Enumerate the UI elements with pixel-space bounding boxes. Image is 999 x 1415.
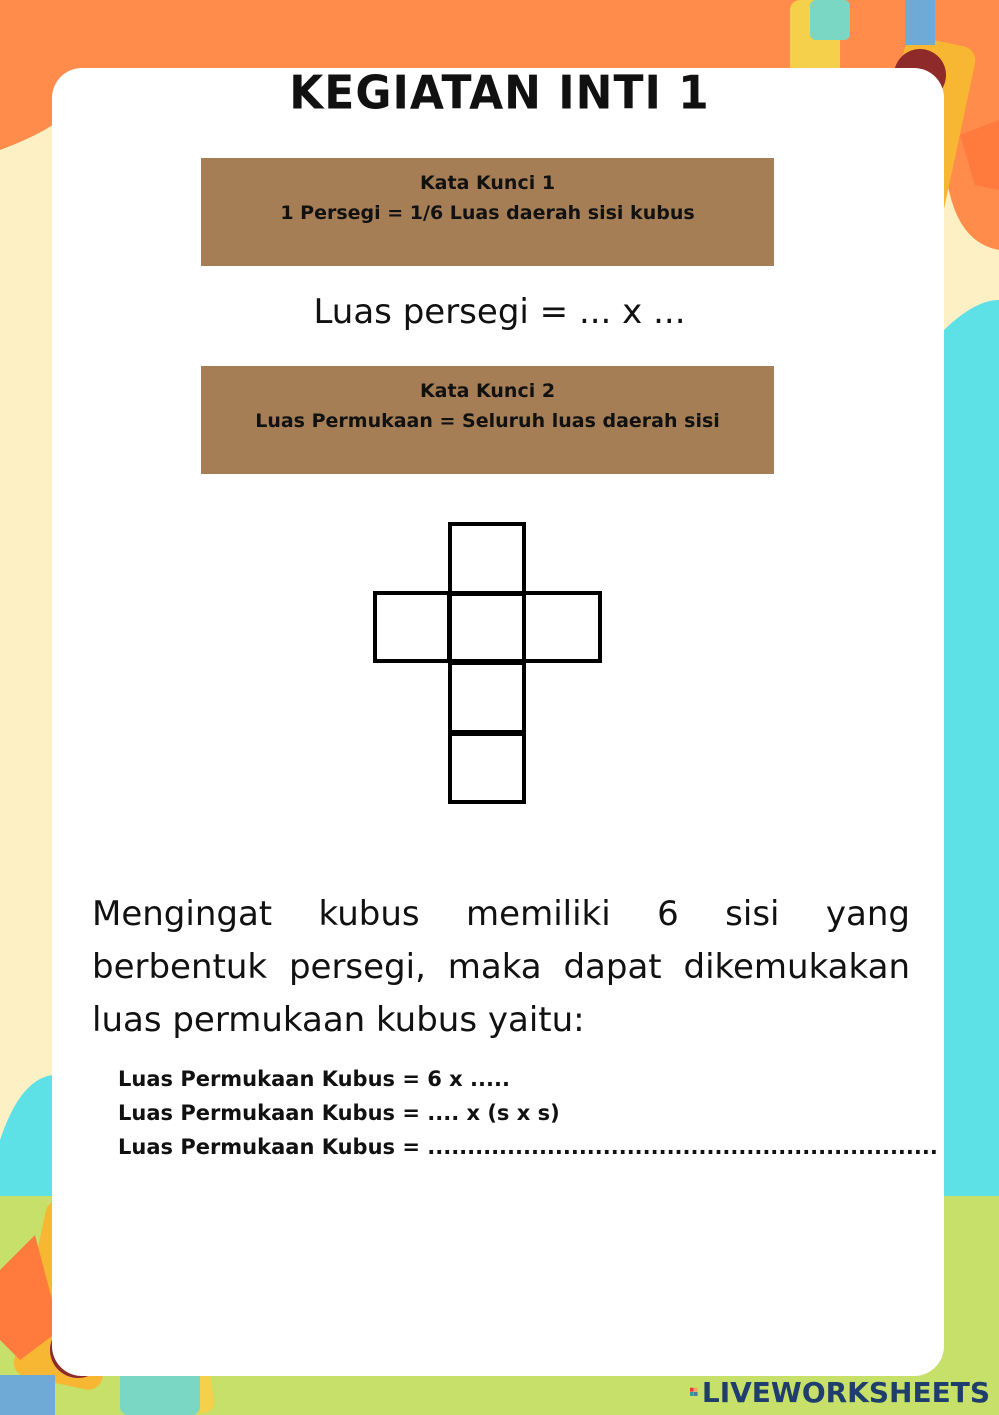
surface-area-formulas xyxy=(118,1062,938,1164)
net-face-lower xyxy=(450,663,524,732)
explanation-paragraph: Mengingat kubus memiliki 6 sisi yang berbentuk persegi, maka dapat dikemukakan luas permukaan kubus yaitu: xyxy=(92,894,910,1040)
liveworksheets-logo-icon xyxy=(690,1379,698,1405)
surface-formula-3: Luas Permukaan Kubus = ................................................................ xyxy=(118,1135,938,1159)
brand-text: LIVEWORKSHEETS xyxy=(701,1375,990,1409)
net-face-center xyxy=(450,593,524,661)
surface-formula-2: Luas Permukaan Kubus = .... x (s x s) xyxy=(118,1101,560,1125)
net-face-top xyxy=(450,524,524,594)
keyword-2-heading: Kata Kunci 2 xyxy=(419,380,556,402)
keyword-1-text: 1 Persegi = 1/6 Luas daerah sisi kubus xyxy=(280,202,695,224)
surface-formula-1: Luas Permukaan Kubus = 6 x ..... xyxy=(118,1067,510,1091)
cube-net-diagram xyxy=(370,518,606,808)
keyword-box-2 xyxy=(201,366,774,474)
keyword-1-heading: Kata Kunci 1 xyxy=(419,172,556,194)
liveworksheets-brand[interactable] xyxy=(690,1374,990,1410)
net-face-bottom xyxy=(450,734,524,802)
page-title: KEGIATAN INTI 1 xyxy=(289,66,710,121)
keyword-box-1 xyxy=(201,158,774,266)
keyword-2-text: Luas Permukaan = Seluruh luas daerah sisi xyxy=(255,410,720,432)
net-face-left xyxy=(375,593,449,661)
net-face-right xyxy=(524,593,600,661)
square-area-formula: Luas persegi = ... x ... xyxy=(313,292,686,332)
